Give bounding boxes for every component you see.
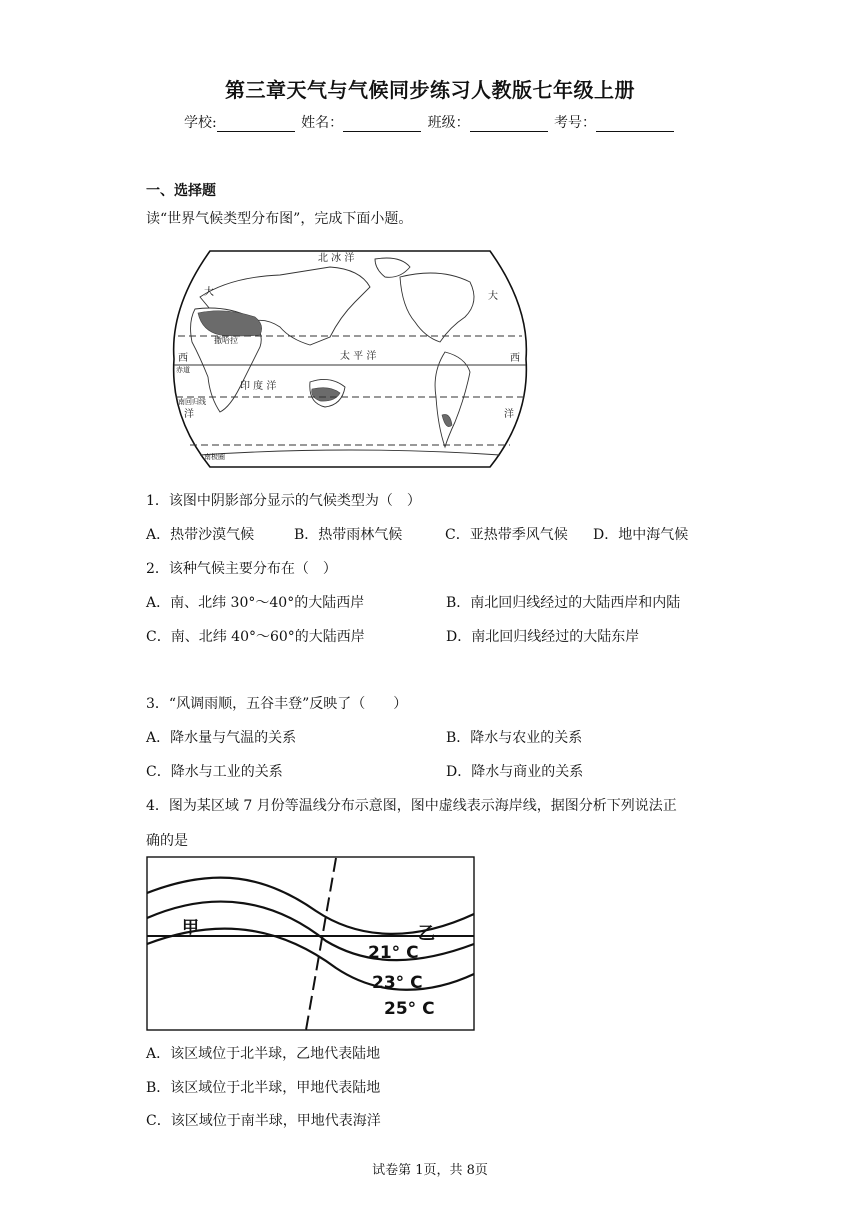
q1-option-b[interactable]: B．热带雨林气候 — [294, 527, 403, 543]
intro-text: 读“世界气候类型分布图”，完成下面小题。 — [146, 211, 413, 227]
page-title: 第三章天气与气候同步练习人教版七年级上册 — [225, 78, 635, 102]
world-climate-map — [170, 247, 530, 471]
section-title: 一、选择题 — [146, 183, 216, 199]
antarctic-circle-label: 南极圈 — [204, 453, 225, 461]
q3-option-a[interactable]: A．降水量与气温的关系 — [146, 730, 297, 746]
arctic-ocean-label: 北 冰 洋 — [318, 253, 355, 264]
q1-option-c[interactable]: C．亚热带季风气候 — [445, 527, 568, 543]
indian-ocean-label: 印 度 洋 — [240, 381, 277, 392]
name-blank[interactable] — [343, 117, 421, 132]
q3-option-b[interactable]: B．降水与农业的关系 — [446, 730, 583, 746]
question-3-stem: 3．“风调雨顺，五谷丰登”反映了（ ） — [146, 696, 408, 712]
q3-option-c[interactable]: C．降水与工业的关系 — [146, 764, 283, 780]
q2-option-d[interactable]: D．南北回归线经过的大陆东岸 — [446, 629, 640, 645]
isotherm-25-label: 25° C — [384, 999, 435, 1019]
q1-option-a[interactable]: A．热带沙漠气候 — [146, 527, 255, 543]
exam-number-blank[interactable] — [596, 117, 674, 132]
west-left-label: 西 — [178, 353, 188, 364]
isotherm-23-label: 23° C — [372, 973, 423, 993]
south-tropic-label: 南回归线 — [178, 398, 206, 406]
q3-option-d[interactable]: D．降水与商业的关系 — [446, 764, 584, 780]
question-4-stem-line2: 确的是 — [146, 833, 188, 849]
yi-label: 乙 — [418, 924, 435, 944]
jia-label: 甲 — [182, 918, 199, 938]
atlantic-left-label: 大 — [204, 287, 214, 298]
exam-number-label: 考号： — [554, 115, 597, 131]
isotherm-diagram — [146, 856, 476, 1032]
q4-option-c[interactable]: C．该区域位于南半球，甲地代表海洋 — [146, 1113, 381, 1129]
school-blank[interactable] — [217, 117, 295, 132]
q1-option-d[interactable]: D．地中海气候 — [593, 527, 689, 543]
student-info-line — [0, 112, 860, 132]
q2-option-b[interactable]: B．南北回归线经过的大陆西岸和内陆 — [446, 595, 681, 611]
question-2-stem: 2．该种气候主要分布在（ ） — [146, 561, 337, 577]
q4-option-b[interactable]: B．该区域位于北半球，甲地代表陆地 — [146, 1080, 381, 1096]
name-label: 姓名： — [301, 115, 344, 131]
atlantic-right-label: 大 — [488, 291, 498, 302]
q4-option-a[interactable]: A．该区域位于北半球，乙地代表陆地 — [146, 1046, 381, 1062]
equator-label: 赤道 — [176, 366, 190, 374]
ocean-left-label: 洋 — [184, 409, 194, 420]
school-label: 学校: — [183, 115, 217, 131]
question-1-stem: 1．该图中阴影部分显示的气候类型为（ ） — [146, 493, 421, 509]
q2-option-a[interactable]: A．南、北纬 30°～40°的大陆西岸 — [146, 595, 365, 611]
class-blank[interactable] — [470, 117, 548, 132]
sahara-label: 撒哈拉 — [214, 336, 238, 345]
q2-option-c[interactable]: C．南、北纬 40°～60°的大陆西岸 — [146, 629, 365, 645]
page-footer: 试卷第 1页，共 8页 — [372, 1163, 488, 1178]
isotherm-21-label: 21° C — [368, 943, 419, 963]
pacific-ocean-label: 太 平 洋 — [340, 351, 377, 362]
west-right-label: 西 — [510, 353, 520, 364]
ocean-right-label: 洋 — [504, 409, 514, 420]
question-4-stem-line1: 4．图为某区域 7 月份等温线分布示意图，图中虚线表示海岸线，据图分析下列说法正 — [146, 798, 677, 814]
class-label: 班级： — [427, 115, 470, 131]
